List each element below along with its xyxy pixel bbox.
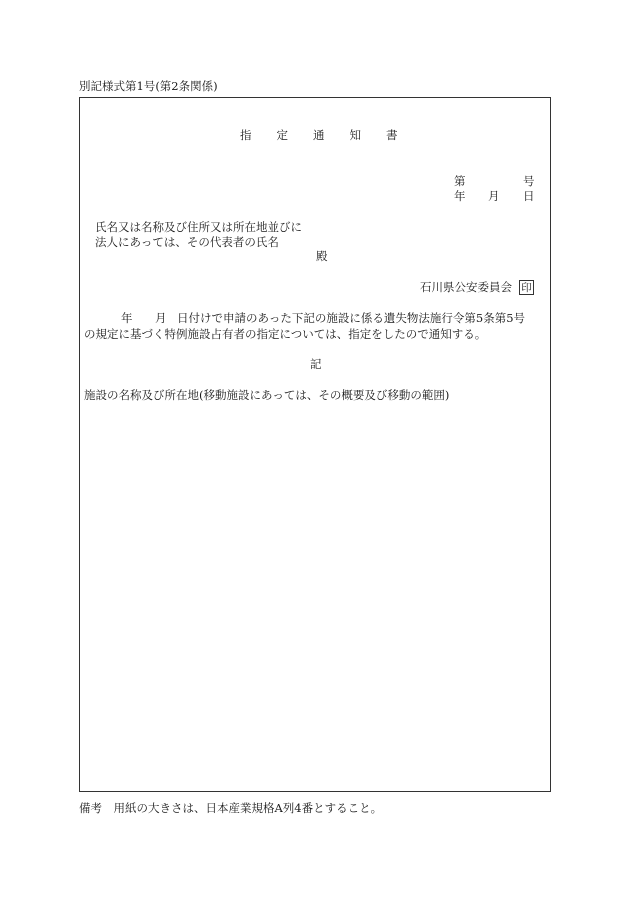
body-year: 年 bbox=[121, 311, 133, 325]
facility-label: 施設の名称及び所在地(移動施設にあっては、その概要及び移動の範囲) bbox=[84, 388, 450, 402]
date-month: 月 bbox=[488, 189, 500, 203]
ki-heading: 記 bbox=[310, 357, 322, 371]
seal-stamp: 印 bbox=[519, 280, 534, 295]
document-title: 指定通知書 bbox=[240, 128, 423, 142]
body-text-line1: 日付けで申請のあった下記の施設に係る遺失物法施行令第5条第5号 bbox=[177, 311, 526, 325]
issuer-name: 石川県公安委員会 bbox=[420, 280, 512, 294]
body-month: 月 bbox=[155, 311, 167, 325]
number-go: 号 bbox=[523, 174, 535, 188]
form-frame bbox=[79, 97, 551, 792]
remarks-note: 備考 用紙の大きさは、日本産業規格A列4番とすること。 bbox=[79, 801, 383, 815]
body-text-line2: の規定に基づく特例施設占有者の指定については、指定をしたので通知する。 bbox=[84, 327, 487, 341]
addressee-honorific: 殿 bbox=[316, 249, 328, 263]
addressee-line1: 氏名又は名称及び住所又は所在地並びに bbox=[95, 220, 302, 234]
date-year: 年 bbox=[454, 189, 466, 203]
date-day: 日 bbox=[523, 189, 535, 203]
form-label: 別記様式第1号(第2条関係) bbox=[79, 79, 218, 93]
number-dai: 第 bbox=[454, 174, 466, 188]
addressee-line2: 法人にあっては、その代表者の氏名 bbox=[95, 235, 279, 249]
